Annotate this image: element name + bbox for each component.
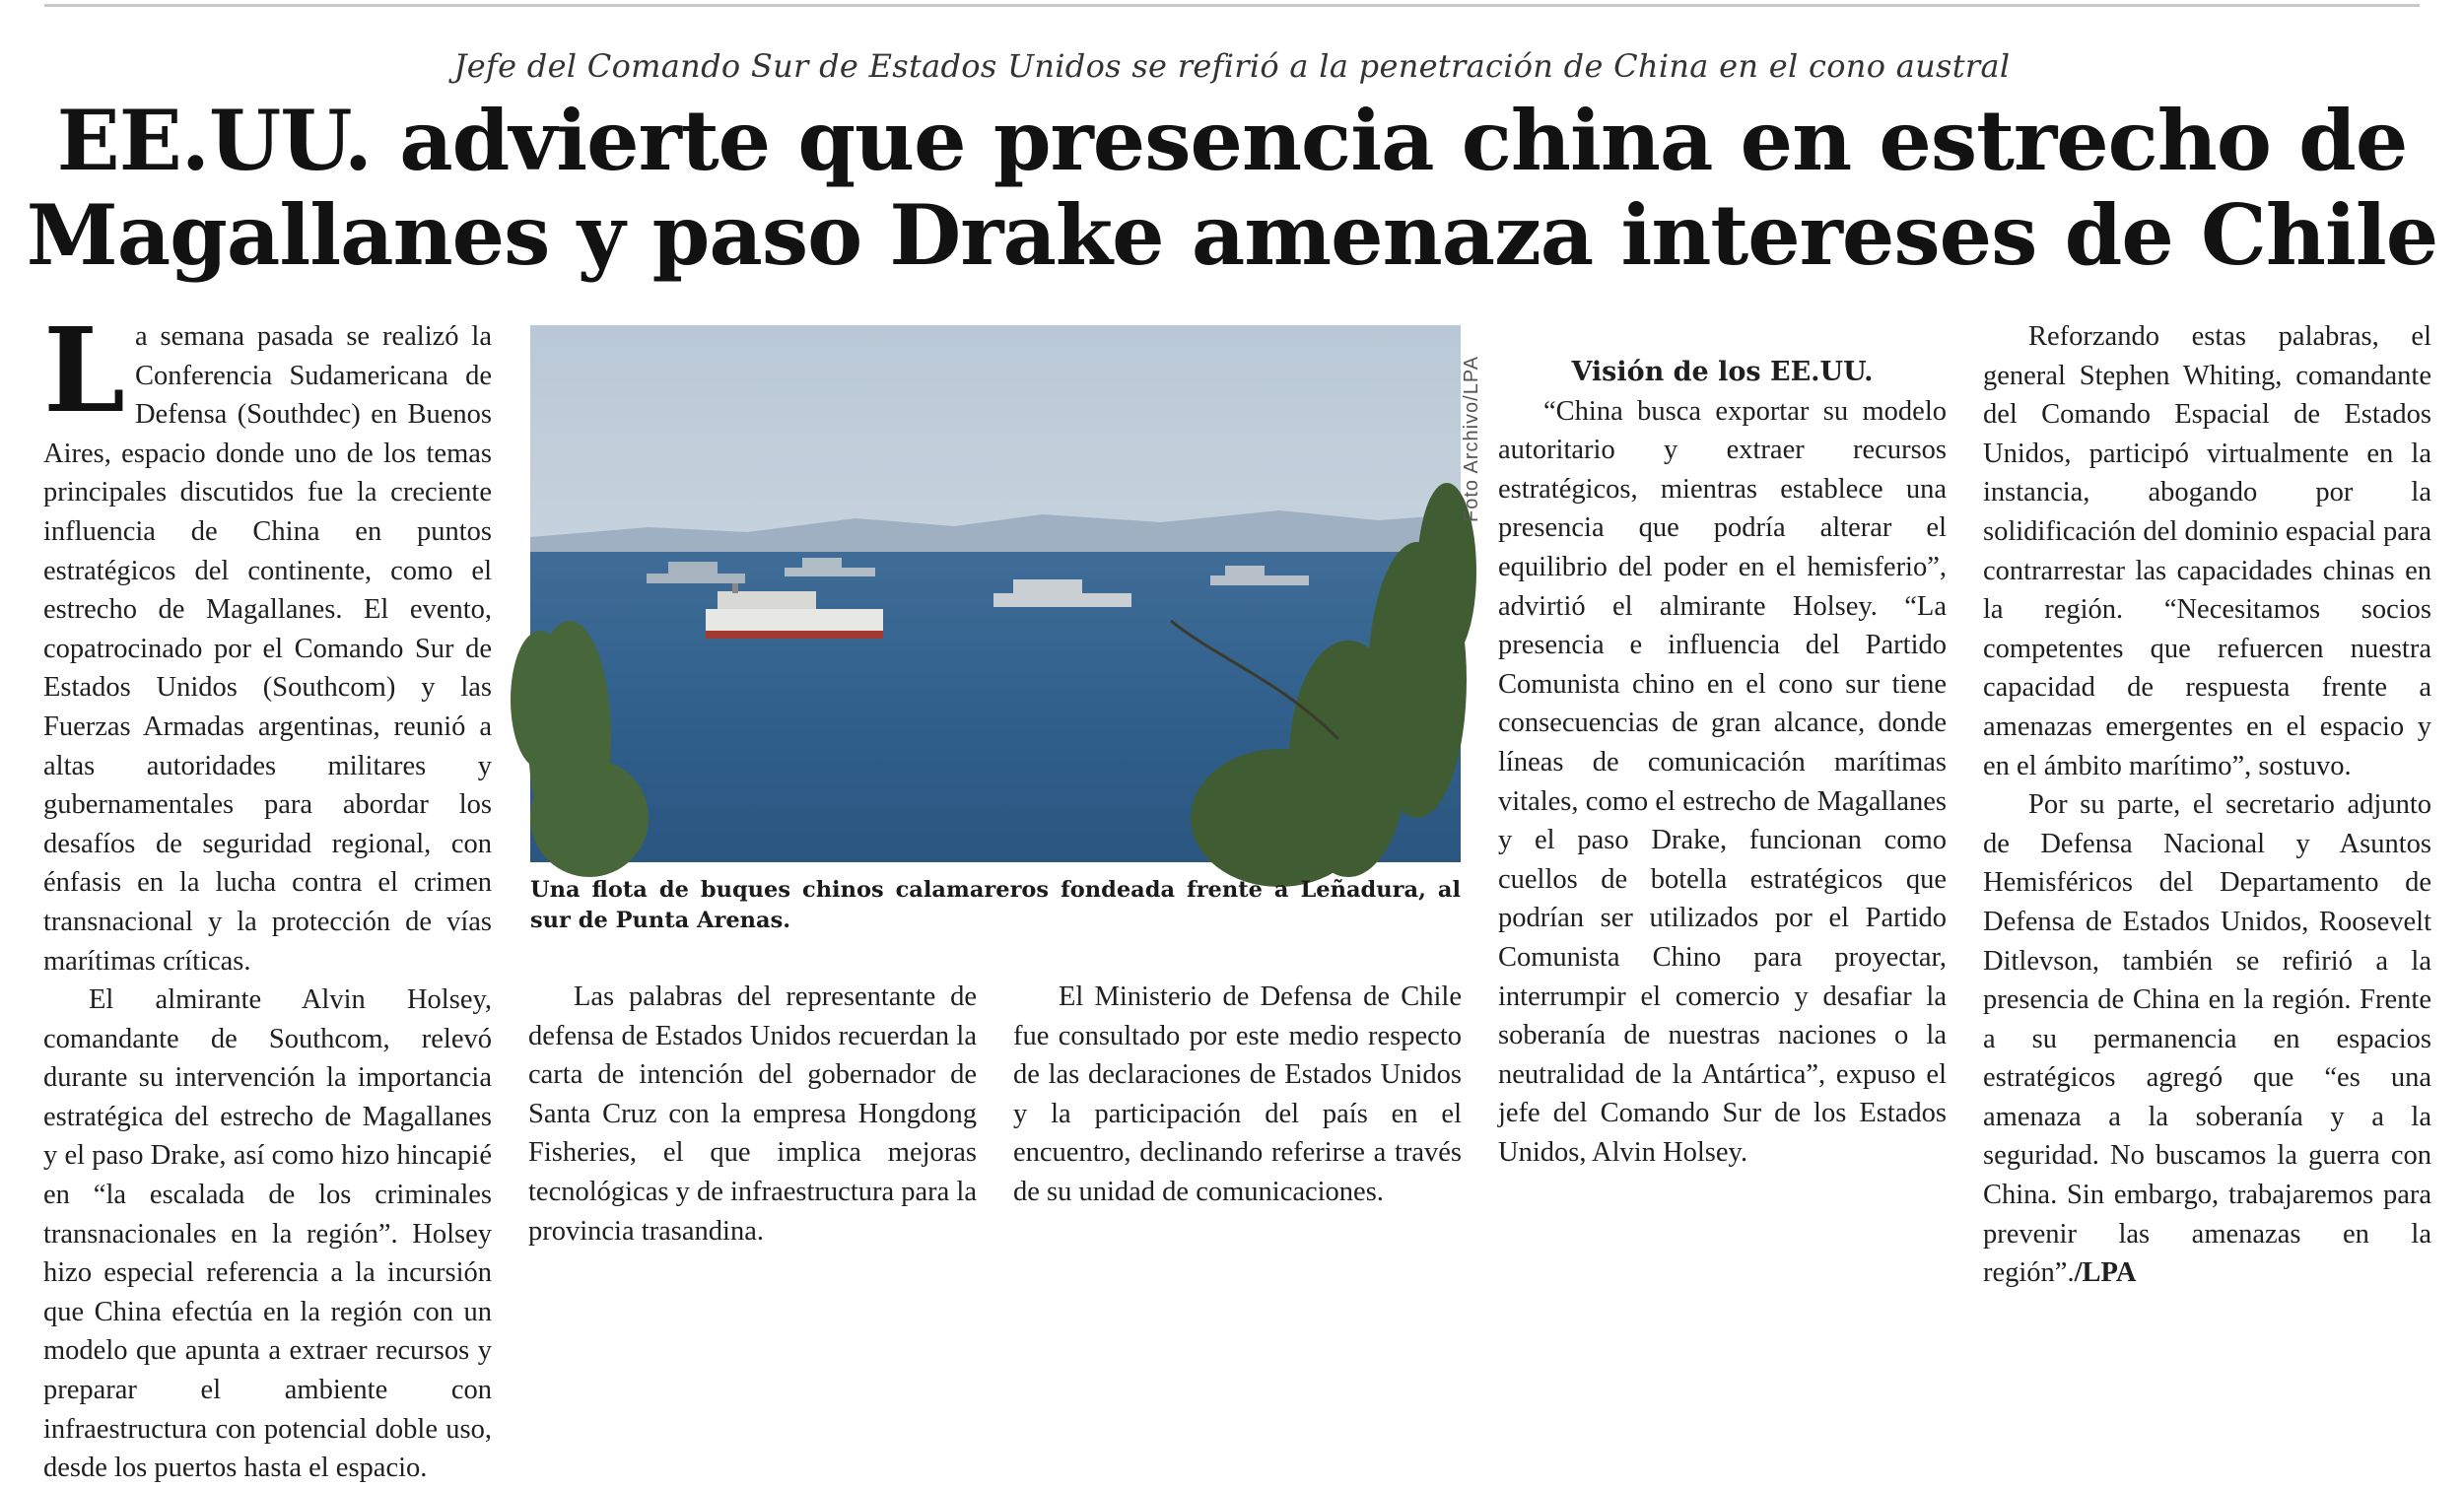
headline-line-2: Magallanes y paso Drake amenaza intereses de Chile: [26, 186, 2438, 284]
photo-fishing-fleet: [530, 325, 1461, 862]
headline-line-1: EE.UU. advierte que presencia china en estrecho de: [56, 92, 2408, 189]
lead-paragraph-text: a semana pasada se realizó la Conferencia Sudamericana de Defensa (Southdec) en Buenos Aires, espacio donde uno de los temas principales discutidos fue la creciente influencia de China en puntos estratégicos del continente, como el estrecho de Magallanes. El evento, copatrocinado por el Comando Sur de Estados Unidos (Southcom) y las Fuerzas Armadas argentinas, reunió a altas autoridades militares y gubernamentales para abordar los desafíos de seguridad regional, con énfasis en la lucha contra el crimen transnacional y la protección de vías marítimas críticas.: [43, 321, 492, 977]
paragraph-whiting: Reforzando estas palabras, el general Stephen Whiting, comandante del Comando Espacial de Estados Unidos, participó virtualmente en la instancia, abogando por la solidificación del dominio espacial para contrarrestar las capacidades chinas en la región. “Necesitamos socios competentes que refuercen nuestra capacidad de respuesta frente a amenazas emergentes en el espacio y en el ámbito marítimo”, sostuvo.: [1983, 321, 2431, 781]
photo-credit: Foto Archivo/LPA: [1461, 355, 1482, 522]
top-rule: [44, 4, 2420, 7]
paragraph-ditlevson: [1983, 785, 2431, 1293]
column-4: [1498, 317, 1947, 1332]
paragraph-holsey-quote: “China busca exportar su modelo autoritario y extraer recursos estratégicos, mientras establece una presencia que podría alterar el equilibrio del poder en el hemisferio”, advirtió el almirante Holsey. “La presencia e influencia del Partido Comunista chino en el cono sur tiene consecuencias de gran alcance, donde líneas de comunicación marítimas vitales, como el estrecho de Magallanes y el paso Drake, funcionan como cuellos de botella estratégicos que podrían ser utilizados por el Partido Comunista Chino para proyectar, interrumpir el comercio y desafiar la soberanía de nuestras naciones o la neutralidad de la Antártica”, expuso el jefe del Comando Sur de los Estados Unidos, Alvin Holsey.: [1498, 395, 1947, 1168]
column-5: [1983, 317, 2431, 1332]
photo-caption: Una flota de buques chinos calamareros fondeada frente a Leñadura, al sur de Punta Arenas.: [530, 877, 1461, 933]
subhead-vision: Visión de los EE.UU.: [1571, 357, 1874, 387]
signoff: /LPA: [2074, 1257, 2137, 1289]
paragraph-holsey: El almirante Alvin Holsey, comandante de Southcom, relevó durante su intervención la importancia estratégica del estrecho de Magallanes y el paso Drake, así como hizo hincapié en “la escalada de los criminales transnacionales en la región”. Holsey hizo especial referencia a la incursión que China efectúa en la región con un modelo que apunta a extraer recursos y preparar el ambiente con infraestructura con potencial doble uso, desde los puertos hasta el espacio.: [43, 984, 492, 1484]
paragraph-ministerio: El Ministerio de Defensa de Chile fue consultado por este medio respecto de las declaraciones de Estados Unidos y la participación del país en el encuentro, declinando referirse a través de su unidad de comunicaciones.: [1013, 981, 1462, 1207]
column-1: [43, 302, 492, 1484]
headline: [0, 94, 2464, 283]
kicker: Jefe del Comando Sur de Estados Unidos se refirió a la penetración de China en el cono austral: [453, 47, 2011, 85]
lead-paragraph: [43, 302, 492, 981]
paragraph-santa-cruz: Las palabras del representante de defensa de Estados Unidos recuerdan la carta de intención del gobernador de Santa Cruz con la empresa Hongdong Fisheries, el que implica mejoras tecnológicas y de infraestructura para la provincia trasandina.: [528, 981, 977, 1247]
drop-cap: L: [43, 302, 125, 439]
column-3: [1013, 978, 1462, 1332]
photo-illustration: [530, 325, 1461, 862]
paragraph-ditlevson-text: Por su parte, el secretario adjunto de Defensa Nacional y Asuntos Hemisféricos del Departamento de Defensa de Estados Unidos, Roosevelt Ditlevson, también se refirió a la presencia de China en la región. Frente a su permanencia en espacios estratégicos agregó que “es una amenaza a la soberanía y a la seguridad. No buscamos la guerra con China. Sin embargo, trabajaremos para prevenir las amenazas en la región”.: [1983, 789, 2431, 1289]
column-2: [528, 978, 977, 1332]
